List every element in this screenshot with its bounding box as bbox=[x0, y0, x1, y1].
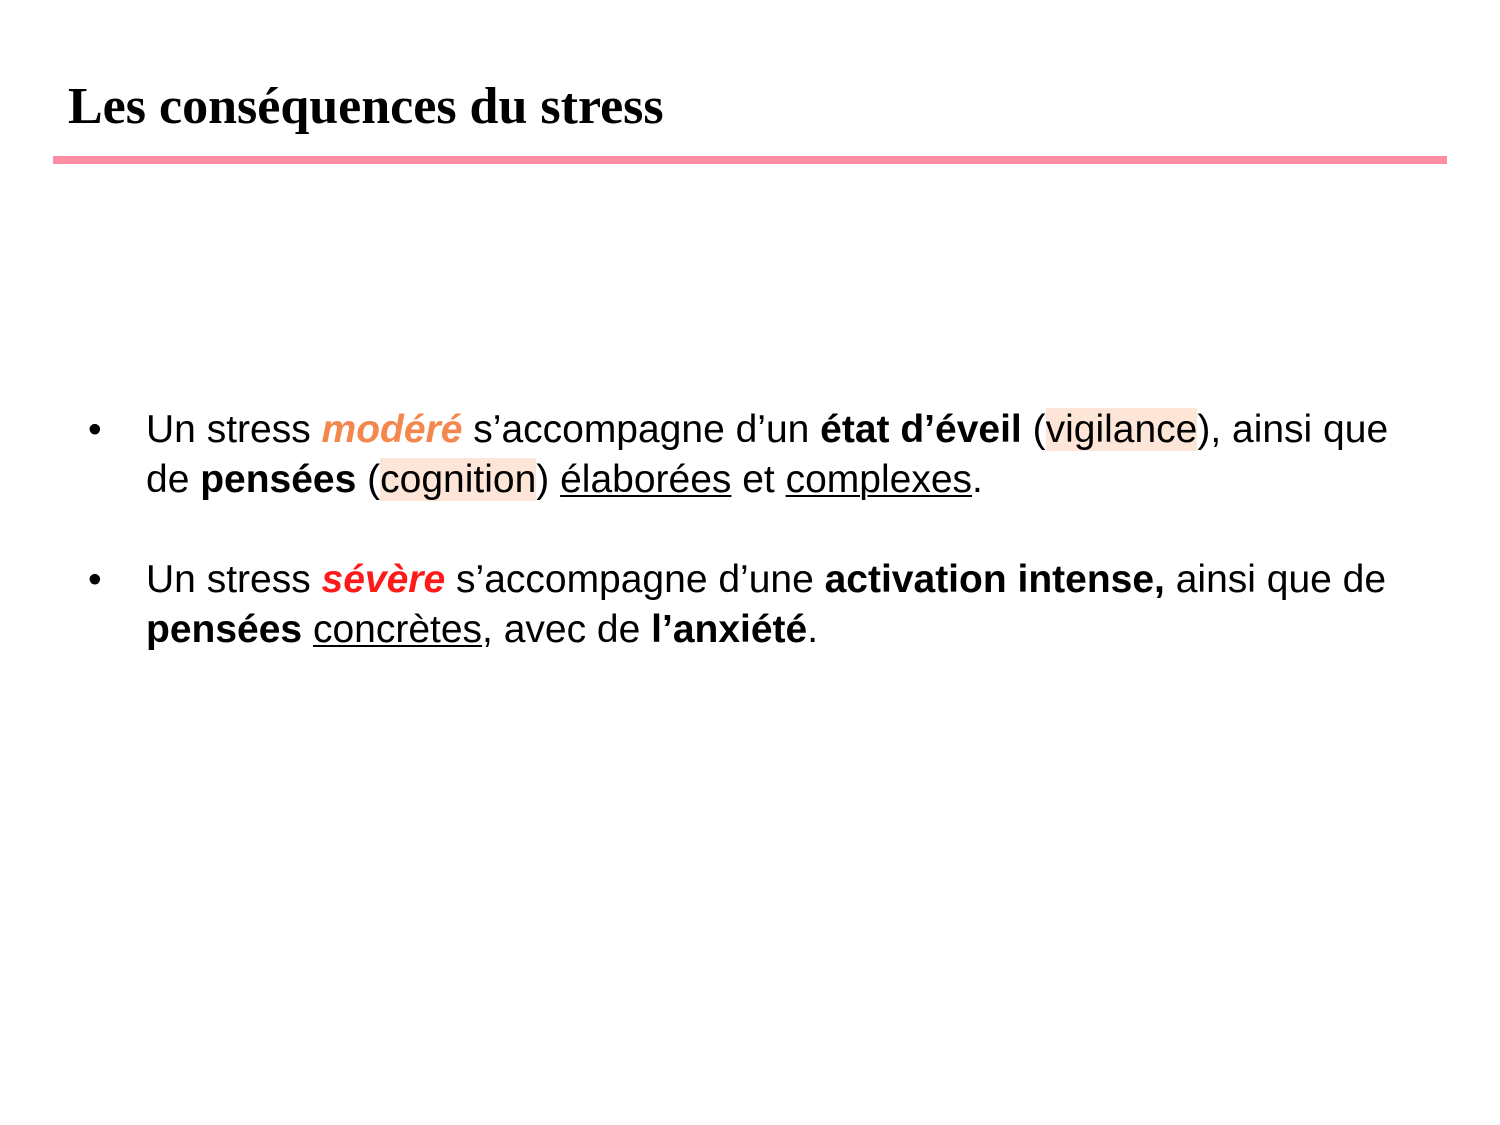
bullet-dot-icon: • bbox=[88, 408, 102, 451]
highlight-cognition: cognition bbox=[380, 458, 537, 501]
bullet-dot-icon: • bbox=[88, 558, 102, 601]
text-segment: et bbox=[731, 458, 786, 501]
text-segment: ainsi que de bbox=[1164, 558, 1387, 601]
text-segment: ( bbox=[1021, 408, 1046, 451]
slide-title: Les conséquences du stress bbox=[68, 78, 664, 135]
text-segment: s’accompagne d’une bbox=[445, 558, 825, 601]
text-segment: , avec de bbox=[482, 608, 652, 651]
text-segment bbox=[302, 608, 313, 651]
underlined-concretes: concrètes bbox=[312, 608, 483, 651]
keyword-severe: sévère bbox=[321, 558, 446, 601]
text-segment: ( bbox=[356, 458, 381, 501]
text-segment: ), ainsi que de bbox=[146, 408, 1389, 501]
underlined-complexes: complexes bbox=[785, 458, 973, 501]
underlined-elaborees: élaborées bbox=[560, 458, 732, 501]
text-segment: Un stress bbox=[146, 558, 322, 601]
keyword-anxiete: l’anxiété bbox=[651, 608, 808, 651]
keyword-pensees: pensées bbox=[146, 608, 303, 651]
bullet-moderate-stress bbox=[0, 405, 1426, 505]
text-segment: . bbox=[972, 458, 983, 501]
keyword-modere: modéré bbox=[321, 408, 463, 451]
text-segment: Un stress bbox=[146, 408, 322, 451]
text-segment: s’accompagne d’un bbox=[462, 408, 821, 451]
keyword-activation-intense: activation intense, bbox=[824, 558, 1165, 601]
bullet-severe-stress bbox=[0, 555, 1426, 655]
text-segment: ) bbox=[536, 458, 561, 501]
keyword-pensees: pensées bbox=[200, 458, 357, 501]
bullet-list bbox=[0, 405, 1500, 655]
title-underline-rule bbox=[53, 156, 1447, 164]
highlight-vigilance: vigilance bbox=[1045, 408, 1198, 451]
text-segment: . bbox=[807, 608, 819, 651]
keyword-etat-eveil: état d’éveil bbox=[820, 408, 1022, 451]
